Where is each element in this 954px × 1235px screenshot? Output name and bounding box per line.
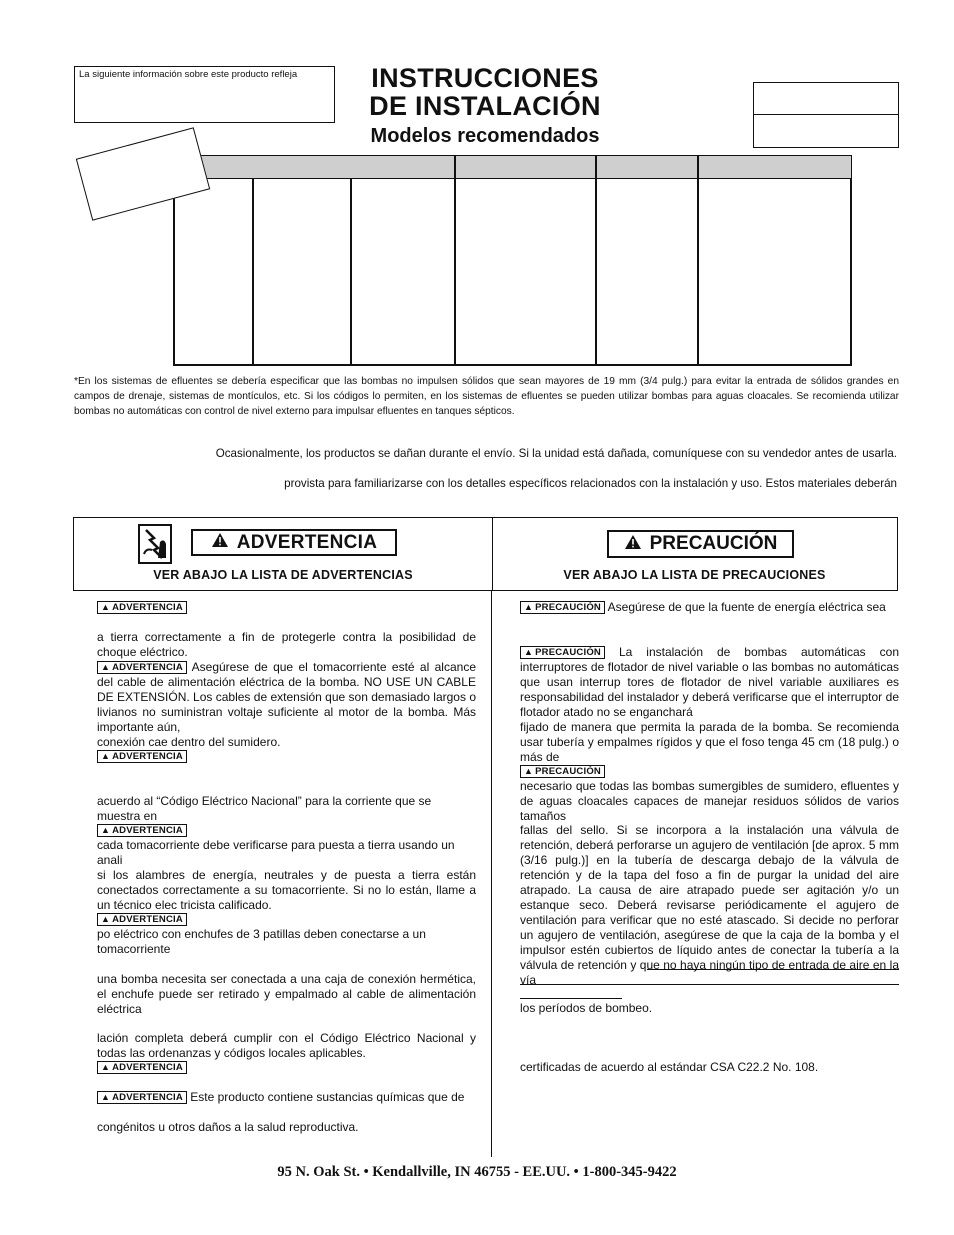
caution-7-text: certificadas de acuerdo al estándar CSA C22.2 No. 108. — [520, 1060, 819, 1074]
shipping-notice: Ocasionalmente, los productos se dañan durante el envío. Si la unidad está dañada, comuníquese con su vendedor antes de usarla. — [215, 447, 897, 460]
warning-7-text: po eléctrico con enchufes de 3 patillas deben conectarse a un tomacorriente — [97, 927, 426, 956]
col-divider-4 — [595, 155, 597, 366]
caution-4-text: necesario que todas las bombas sumergibles de sumidero, efluentes y de aguas cloacales capaces de manejar residuos sólidos de varios tamaños — [520, 779, 899, 823]
precaucion-badge — [607, 530, 794, 558]
models-table — [173, 155, 853, 366]
doc-number-divider — [754, 114, 898, 115]
warning-4-text: acuerdo al “Código Eléctrico Nacional” para la corriente que se muestra en — [97, 794, 432, 823]
col-divider-2 — [350, 179, 352, 366]
caution-4 — [520, 764, 605, 779]
models-table-header — [173, 155, 852, 179]
page-title-line2: DE INSTALACIÓN — [369, 91, 601, 121]
warning-2 — [97, 660, 476, 735]
page-subtitle: Modelos recomendados — [370, 125, 600, 147]
rule-line-1 — [647, 969, 899, 970]
footer-address: 95 N. Oak St. • Kendallville, IN 46755 - EE.UU. • 1-800-345-9422 — [277, 1164, 677, 1180]
advertencia-tag: ▲ ADVERTENCIA — [97, 913, 187, 926]
advertencia-tag: ▲ ADVERTENCIA — [97, 750, 187, 763]
info-box-text: La siguiente información sobre este producto refleja — [79, 69, 298, 80]
col-divider-3 — [454, 155, 456, 366]
rule-line-2 — [520, 984, 899, 985]
caution-5-text: fallas del sello. Si se incorpora a la instalación una válvula de retención, deberá perforarse un agujero de ventilación [de aprox. 5 mm (3/16 pulg.)] en la tubería de descarga debajo de la válvula de retención y de la tapa del foso a fin de purgar la unidad del aire atrapado. La causa de aire atrapado puede ser agitación y/o un estanque seco. Deberá revisarse periódicamente el agujero de ventilación para verificar que no esté atascado. Si decide no perforar un agujero de ventilación, asegúrese de que la caja de la bomba y el impulsor estén cubiertos de líquido antes de conectar la tubería a la válvula de retención y que no haya ningún tipo de entrada de aire en la vía — [520, 823, 899, 987]
footnote: *En los sistemas de efluentes se debería especificar que las bombas no impulsen sólidos que sean mayores de 19 mm (3/4 pulg.) para evitar la entrada de sólidos grandes en campos de drenaje, sistemas de montículos, etc. Si los códigos lo permiten, en los sistemas de efluentes se pueden utilizar bombas para aguas cloacales. Se recomienda utilizar bombas no automáticas con control de nivel externo para impulsar efluentes en tanques sépticos. — [74, 376, 899, 417]
warning-10 — [97, 1060, 187, 1075]
col-divider-5 — [697, 155, 699, 366]
advertencia-tag: ▲ ADVERTENCIA — [97, 1091, 187, 1104]
precaucion-tag: ▲ PRECAUCIÓN — [520, 646, 605, 659]
advertencia-tag: ▲ ADVERTENCIA — [97, 661, 187, 674]
warning-7 — [97, 912, 187, 927]
rule-line-3 — [520, 998, 622, 999]
col-divider-1 — [252, 179, 254, 366]
advertencia-badge-label: ADVERTENCIA — [236, 531, 378, 553]
warning-5-text: cada tomacorriente debe verificarse para puesta a tierra usando un anali — [97, 838, 455, 867]
advertencia-badge — [191, 529, 397, 556]
warning-6-text: si los alambres de energía, neutrales y de puesta a tierra están conectados correctamente a su tomacorriente. Si no lo están, llame a un técnico elec tricista calificado. — [97, 868, 476, 912]
caution-6-text: los períodos de bombeo. — [520, 1001, 653, 1015]
warning-11-text: Este producto contiene sustancias químicas que de — [190, 1090, 465, 1104]
warning-1 — [97, 600, 187, 615]
warning-2-text: Asegúrese de que el tomacorriente esté al alcance del cable de alimentación eléctrica de la bomba. NO USE UN CABLE DE EXTENSIÓN. Los cables de extensión que son demasiado largos o livianos no suministran voltaje suficiente al motor de la bomba. Más importante aún, — [97, 660, 476, 734]
reading-notice: provista para familiarizarse con los detalles específicos relacionados con la instalación y uso. Estos materiales deberán — [284, 477, 897, 490]
precaucion-tag: ▲ PRECAUCIÓN — [520, 765, 605, 778]
caution-2 — [520, 645, 899, 720]
cautions-heading: VER ABAJO LA LISTA DE PRECAUCIONES — [563, 568, 826, 582]
caution-1-text: Asegúrese de que la fuente de energía eléctrica sea — [607, 600, 886, 614]
title-block — [330, 64, 640, 150]
info-box — [74, 66, 335, 123]
advertencia-tag: ▲ ADVERTENCIA — [97, 601, 187, 614]
precaucion-badge-label: PRECAUCIÓN — [649, 533, 778, 554]
warning-1-text: a tierra correctamente a fin de protegerle contra la posibilidad de choque eléctrico. — [97, 630, 476, 659]
warning-12-text: congénitos u otros daños a la salud reproductiva. — [97, 1120, 359, 1134]
electric-shock-icon — [138, 524, 172, 564]
models-table-body — [173, 179, 852, 366]
warnings-heading: VER ABAJO LA LISTA DE ADVERTENCIAS — [153, 568, 413, 582]
warning-triangle-icon — [211, 532, 229, 553]
column-divider — [491, 591, 492, 1157]
warning-9-text: lación completa deberá cumplir con el Código Eléctrico Nacional y todas las ordenanzas y códigos locales aplicables. — [97, 1031, 476, 1060]
caution-3-text: fijado de manera que permita la parada de la bomba. Se recomienda usar tubería y empalmes rígidos y que el foso tenga 45 cm (18 pulg.) o más de — [520, 720, 899, 764]
advertencia-tag: ▲ ADVERTENCIA — [97, 1061, 187, 1074]
warning-8-text: una bomba necesita ser conectada a una caja de conexión hermética, el enchufe puede ser retirado y empalmado al cable de alimentación eléctrica — [97, 972, 476, 1016]
safety-header — [73, 517, 898, 591]
warning-11 — [97, 1090, 476, 1105]
warning-3-text: conexión cae dentro del sumidero. — [97, 735, 281, 749]
precaucion-tag: ▲ PRECAUCIÓN — [520, 601, 605, 614]
warning-4 — [97, 749, 187, 764]
advertencia-tag: ▲ ADVERTENCIA — [97, 824, 187, 837]
caution-1 — [520, 600, 899, 615]
page-title-line1: INSTRUCCIONES — [371, 63, 599, 93]
caution-2-text: La instalación de bombas automáticas con interruptores de flotador de nivel variable o las bombas no automáticas que usan interrup tores de flotador de nivel variable auxiliares es responsabilidad del instalador y deberá verificarse que el interruptor de flotador atado no se enganchará — [520, 645, 899, 719]
caution-triangle-icon — [624, 534, 642, 555]
warning-5 — [97, 823, 187, 838]
doc-number-box — [753, 82, 899, 148]
